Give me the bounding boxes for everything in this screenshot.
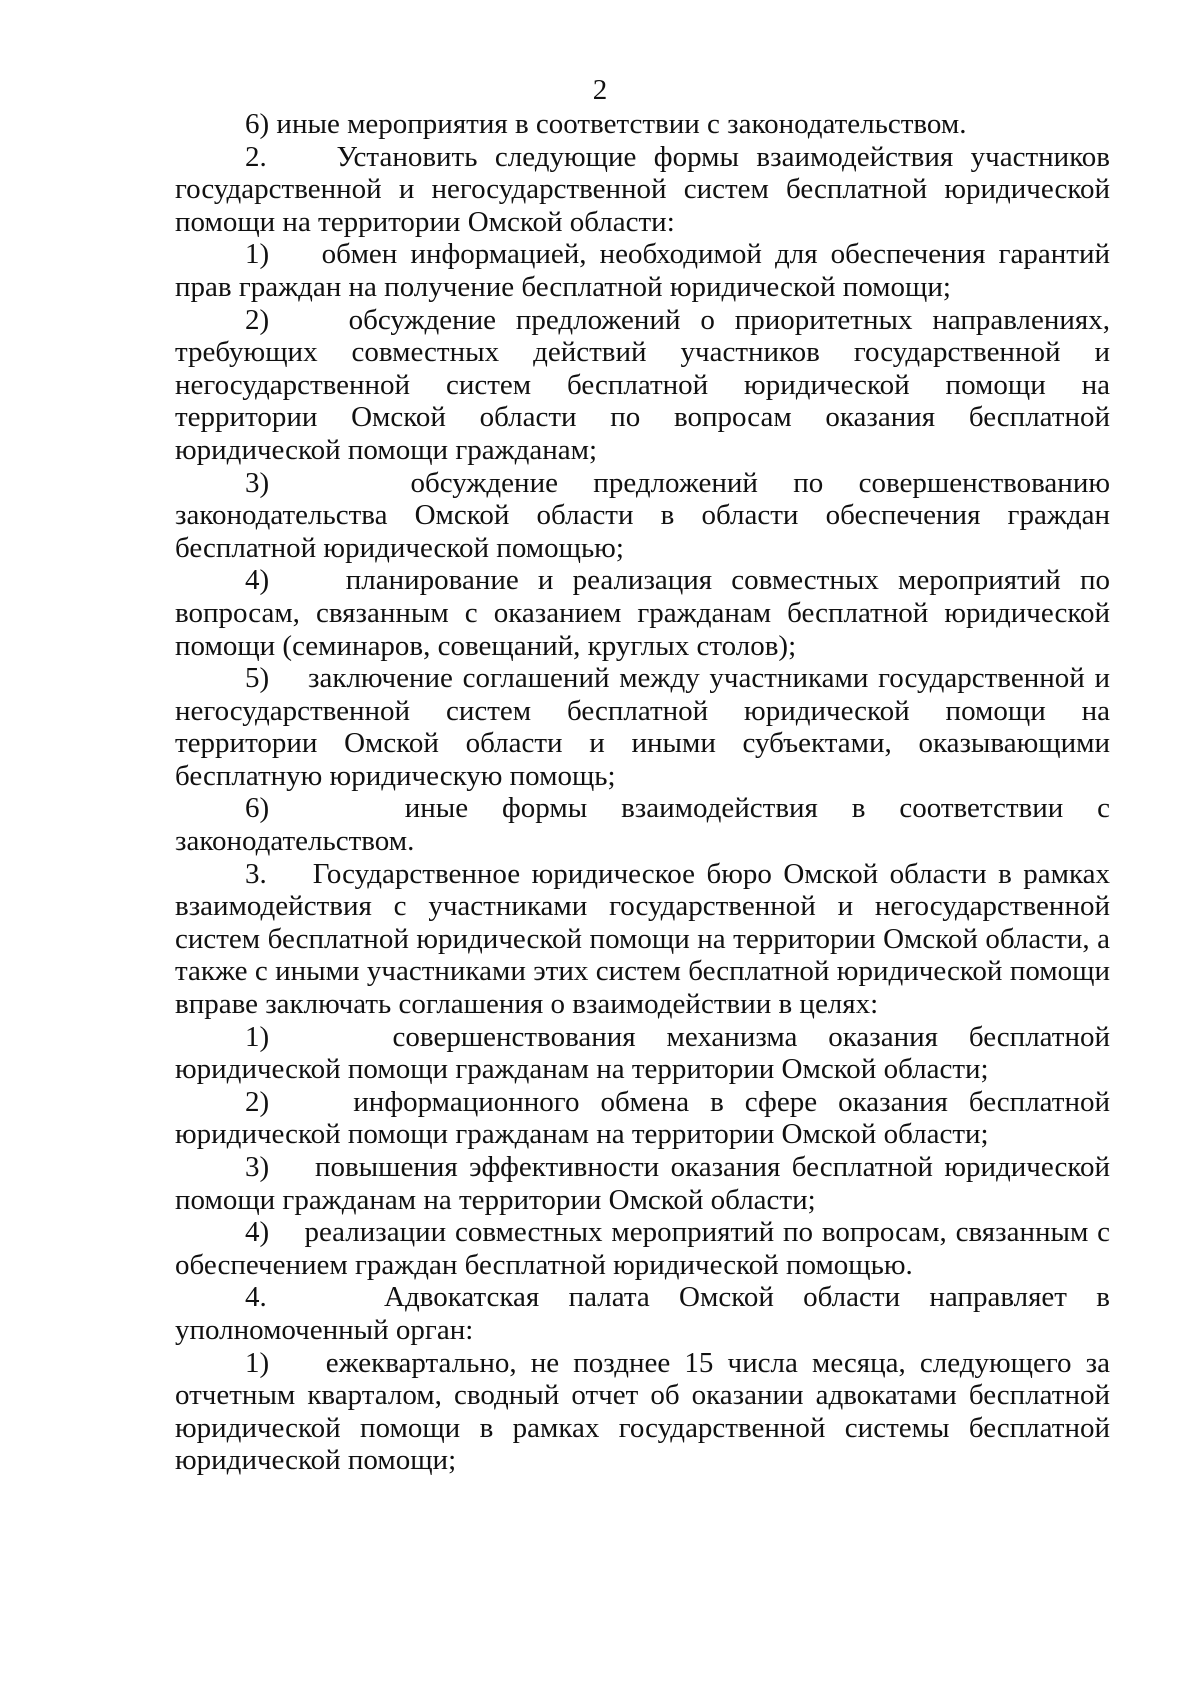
paragraph — [175, 1347, 1110, 1477]
paragraph-number: 1) — [245, 238, 270, 271]
paragraph — [175, 238, 1110, 303]
paragraph-number: 2. — [245, 140, 267, 173]
paragraph — [175, 1216, 1110, 1281]
paragraph-text: Государственное юридическое бюро Омской области в рамках взаимодействия с участниками государственной и негосударственной систем бесплатной юридической помощи на территории Омской области, а также с иными участниками этих систем бесплатной юридической помощи вправе заключать соглашения о взаимодействии в целях: — [175, 857, 1111, 1021]
paragraph-number: 5) — [245, 662, 270, 695]
paragraph-text: реализации совместных мероприятий по вопросам, связанным с обеспечением граждан бесплатной юридической помощью. — [175, 1216, 1111, 1281]
paragraph — [175, 1021, 1110, 1086]
paragraph-text: иные формы взаимодействия в соответствии с законодательством. — [175, 792, 1110, 858]
paragraph-text: Установить следующие формы взаимодействия участников государственной и негосударственной систем бесплатной юридической помощи на территории Омской области: — [175, 140, 1111, 238]
paragraph-text: планирование и реализация совместных мероприятий по вопросам, связанным с оказанием гражданам бесплатной юридической помощи (семинаров, совещаний, круглых столов); — [175, 564, 1110, 662]
paragraph-number: 6) — [245, 792, 270, 825]
paragraph — [175, 467, 1110, 565]
paragraph-number: 1) — [245, 1346, 270, 1379]
paragraph-number: 2) — [245, 1085, 270, 1118]
paragraph — [175, 662, 1110, 792]
paragraph-text: совершенствования механизма оказания бесплатной юридической помощи гражданам на территории Омской области; — [175, 1020, 1110, 1086]
paragraph-number: 1) — [245, 1020, 270, 1053]
paragraph-text: Адвокатская палата Омской области направляет в уполномоченный орган: — [175, 1281, 1110, 1346]
paragraph-number: 4) — [245, 564, 270, 597]
paragraph-text: обсуждение предложений о приоритетных направлениях, требующих совместных действий участников государственной и негосударственной систем бесплатной юридической помощи на территории Омской области по вопросам оказания бесплатной юридической помощи гражданам; — [175, 303, 1111, 466]
paragraph — [175, 304, 1110, 467]
paragraph — [175, 1281, 1110, 1346]
paragraph-number: 4) — [245, 1216, 270, 1249]
paragraph-text: обсуждение предложений по совершенствованию законодательства Омской области в области обеспечения граждан бесплатной юридической помощью; — [175, 466, 1111, 564]
paragraph-text: ежеквартально, не позднее 15 числа месяца, следующего за отчетным кварталом, сводный отчет об оказании адвокатами бесплатной юридической помощи в рамках государственной системы бесплатной юридической помощи; — [175, 1346, 1111, 1477]
paragraph-text: повышения эффективности оказания бесплатной юридической помощи гражданам на территории Омской области; — [175, 1151, 1110, 1216]
paragraph — [175, 858, 1110, 1021]
paragraph-number: 2) — [245, 303, 270, 336]
paragraph-text: информационного обмена в сфере оказания бесплатной юридической помощи гражданам на территории Омской области; — [175, 1085, 1111, 1151]
paragraph — [175, 108, 1110, 141]
paragraph-number: 3) — [245, 466, 270, 499]
paragraph — [175, 141, 1110, 239]
paragraph-text: иные мероприятия в соответствии с законодательством. — [276, 108, 967, 140]
page-number: 2 — [592, 74, 608, 106]
paragraph — [175, 792, 1110, 857]
paragraph-text: заключение соглашений между участниками государственной и негосударственной систем бесплатной юридической помощи на территории Омской области и иными субъектами, оказывающими бесплатную юридическую помощь; — [175, 662, 1110, 792]
paragraph — [175, 1086, 1110, 1151]
paragraph-text: обмен информацией, необходимой для обеспечения гарантий прав граждан на получение бесплатной юридической помощи; — [175, 238, 1110, 303]
document-body — [175, 108, 1110, 1477]
paragraph-number: 4. — [245, 1281, 267, 1314]
paragraph — [175, 1151, 1110, 1216]
paragraph — [175, 564, 1110, 662]
paragraph-number: 3) — [245, 1151, 270, 1183]
paragraph-number: 6) — [245, 108, 270, 140]
paragraph-number: 3. — [245, 857, 267, 890]
